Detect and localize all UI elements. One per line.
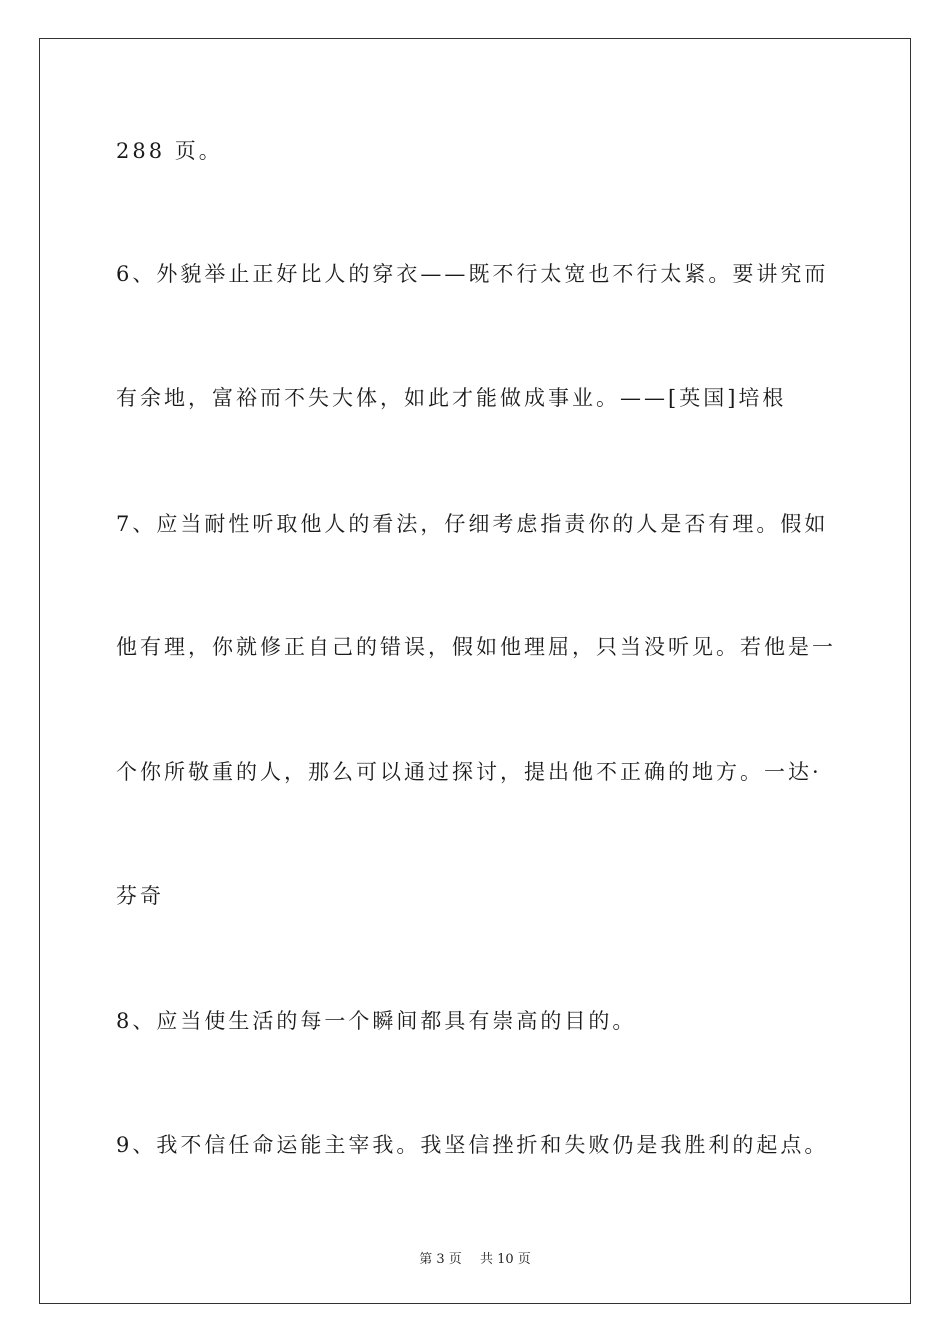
page-total: 共 10 页	[479, 1252, 531, 1267]
text-line-4: 7、应当耐性听取他人的看法，仔细考虑指责你的人是否有理。假如	[116, 512, 829, 536]
text-line-2: 6、外貌举止正好比人的穿衣——既不行太宽也不行太紧。要讲究而	[116, 262, 829, 286]
text-line-9: 9、我不信任命运能主宰我。我坚信挫折和失败仍是我胜利的起点。	[116, 1133, 829, 1157]
page-border	[39, 38, 911, 1304]
page-footer	[0, 1248, 950, 1267]
page-number: 第 3 页	[419, 1252, 462, 1267]
text-line-8: 8、应当使生活的每一个瞬间都具有崇高的目的。	[116, 1009, 637, 1033]
text-line-1: 288 页。	[116, 139, 223, 163]
text-line-5: 他有理，你就修正自己的错误，假如他理屈，只当没听见。若他是一	[116, 635, 836, 659]
text-line-7: 芬奇	[116, 884, 164, 908]
text-line-3: 有余地，富裕而不失大体，如此才能做成事业。——[英国]培根	[116, 386, 787, 410]
text-line-6: 个你所敬重的人，那么可以通过探讨，提出他不正确的地方。一达·	[116, 760, 822, 784]
